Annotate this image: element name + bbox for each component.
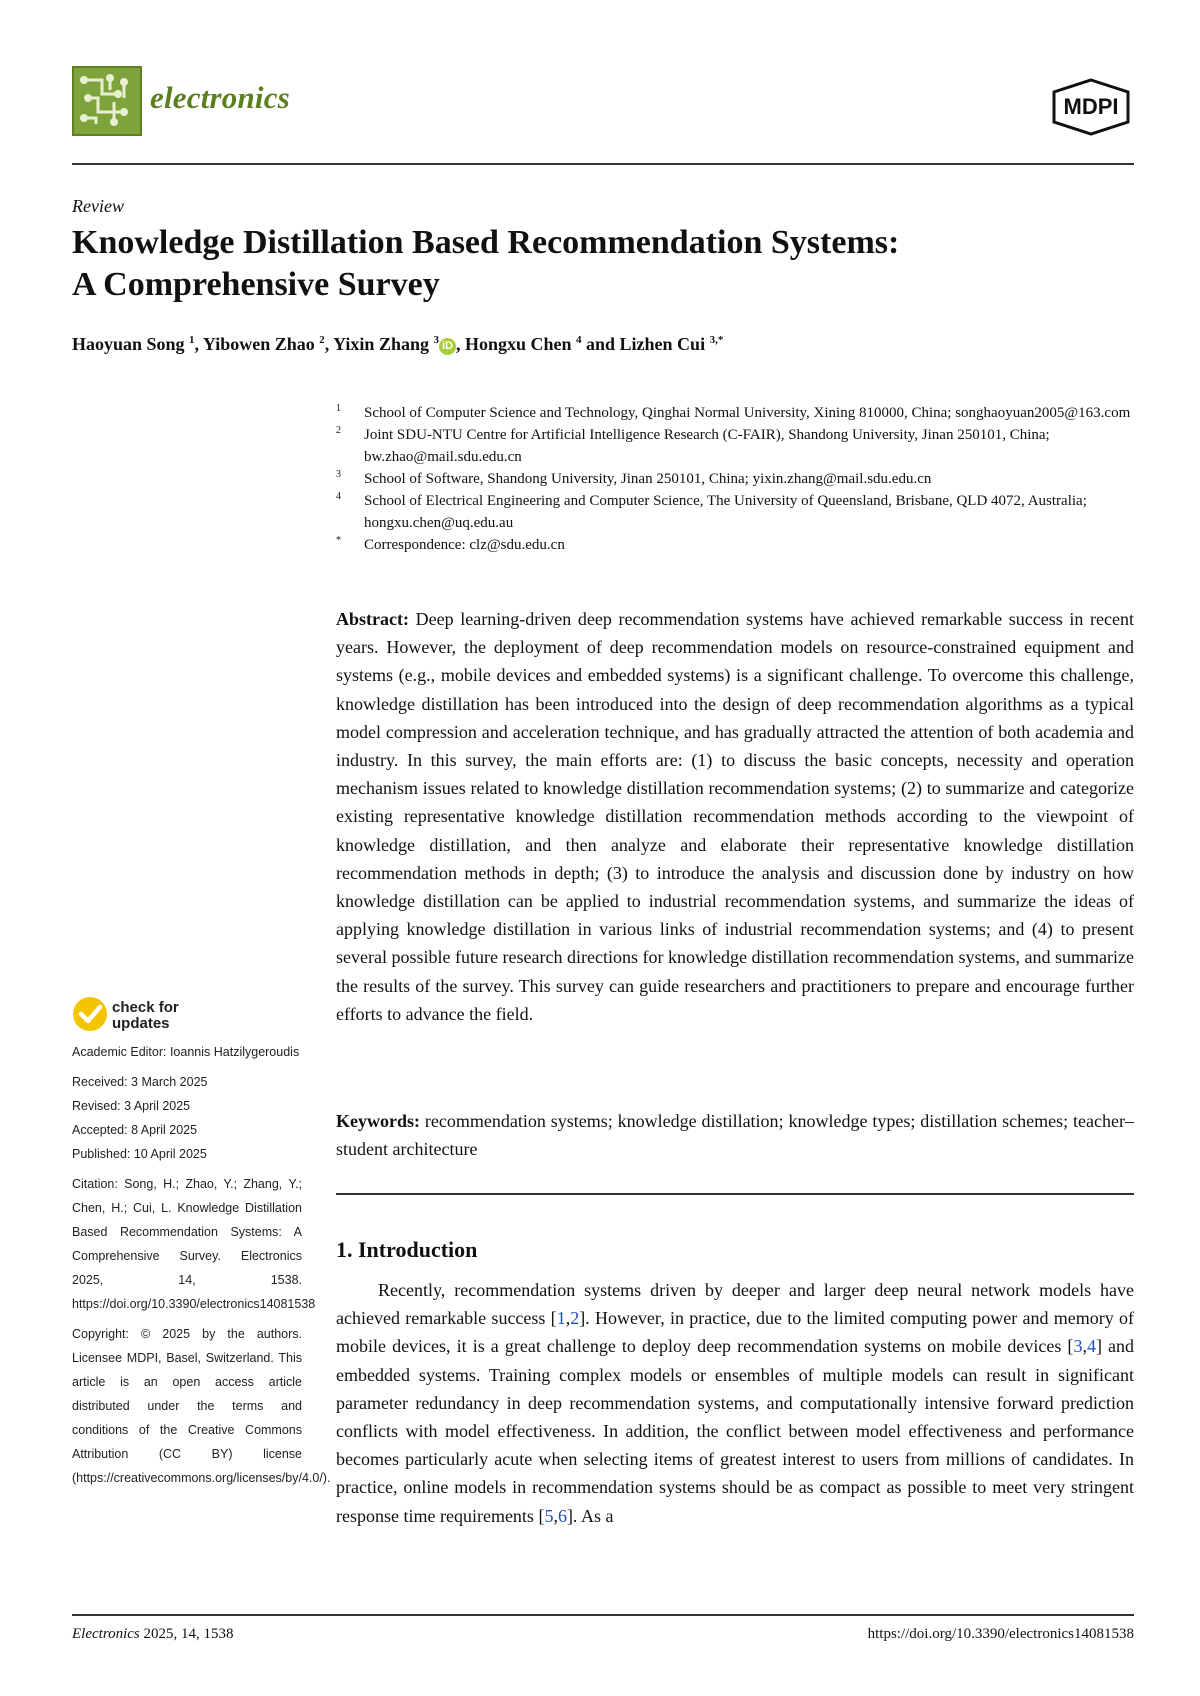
title-line-1: Knowledge Distillation Based Recommendation Systems:: [72, 224, 900, 261]
abstract-text: Deep learning-driven deep recommendation systems have achieved remarkable success in recent years. However, the deployment of deep recommendation models on resource-constrained equipment and systems (e.g., mobile devices and embedded systems) is a significant challenge. To overcome this challenge, knowledge distillation has been introduced into the design of deep recommendation algorithms as a typical model compression and acceleration technique, and has gradually attracted the attention of both academia and industry. In this survey, the main efforts are: (1) to discuss the basic concepts, necessity and operation mechanism issues related to knowledge distillation recommendation systems; (2) to summarize and categorize existing representative knowledge distillation recommendation methods according to the viewpoint of knowledge distillation, and then analyze and elaborate their representative knowledge distillation recommendation methods in depth; (3) to introduce the analysis and discussion done by industry on how knowledge distillation can be applied to industrial recommendation systems, and summarize the ideas of applying knowledge distillation in various links of industrial recommendation systems; and (4) to present several possible future research directions for knowledge distillation recommendation systems, and summarize the results of the survey. This survey can guide researchers and practitioners to prepare and encourage further efforts to advance the field.: [336, 609, 1135, 1024]
footer-divider: [72, 1614, 1134, 1616]
article-type: Review: [72, 196, 124, 216]
mdpi-logo-icon: [1048, 78, 1134, 136]
intro-text: ,: [553, 1505, 558, 1526]
author-affiliation-mark: 1: [189, 334, 195, 346]
author-affiliation-mark: 2: [319, 334, 325, 346]
keywords-label: Keywords:: [336, 1111, 420, 1131]
affiliation-list: [336, 402, 1136, 556]
author-separator: ,: [455, 334, 465, 354]
page-title: [72, 222, 1132, 306]
received-date: Received: 3 March 2025: [72, 1075, 208, 1089]
affiliation-text: Correspondence: clz@sdu.edu.cn: [364, 537, 565, 553]
published-date: Published: 10 April 2025: [72, 1147, 207, 1161]
reference-link[interactable]: 4: [1086, 1336, 1096, 1357]
intro-text: Recently, recommendation systems driven by deeper and larger deep neural network models have achieved remarkable success [: [336, 1280, 1134, 1329]
mdpi-logo-text: MDPI: [1063, 94, 1119, 119]
keywords: [336, 1107, 1134, 1163]
author-affiliation-mark: 4: [576, 334, 582, 346]
author-separator: ,: [324, 334, 334, 354]
affiliation-number: 2: [336, 425, 341, 436]
accepted-date: Accepted: 8 April 2025: [72, 1123, 198, 1137]
author-affiliation-mark: 3,*: [709, 334, 724, 346]
title-line-2: A Comprehensive Survey: [72, 266, 440, 303]
affiliation-item: [336, 468, 1136, 490]
check-updates-line-1: check for: [112, 999, 179, 1016]
intro-text: ] and embedded systems. Training complex models or ensembles of multiple models can result in significant parameter redundancy in deep recommendation systems, and computationally intensive forward prediction conflicts with model effectiveness. In addition, the conflict between model effectiveness and performance becomes particularly acute when selecting items of greatest interest to users from millions of candidates. In practice, online models in recommendation systems should be as compact as possible to meet very stringent response time requirements [: [336, 1336, 1134, 1526]
footer-citation: [72, 1626, 234, 1643]
footer-volume: 2025, 14, 1538: [143, 1626, 234, 1642]
abstract: [336, 605, 1134, 1028]
check-updates-line-2: updates: [112, 1015, 170, 1032]
intro-text: ]. As a: [566, 1505, 614, 1526]
orcid-icon[interactable]: iD: [439, 338, 456, 355]
footer-doi-link[interactable]: https://doi.org/10.3390/electronics14081538: [867, 1626, 1134, 1642]
author-affiliation-mark: 3: [433, 334, 439, 346]
introduction-paragraph: [336, 1276, 1134, 1530]
revised-date: Revised: 3 April 2025: [72, 1099, 191, 1113]
reference-link[interactable]: 5: [544, 1505, 554, 1526]
affiliation-item: [336, 490, 1136, 534]
author-name: Lizhen Cui: [619, 334, 710, 354]
author-name: Hongxu Chen: [464, 334, 577, 354]
reference-link[interactable]: 1: [556, 1308, 566, 1329]
header-divider: [72, 163, 1134, 165]
affiliation-item: [336, 402, 1136, 424]
sidebar: [72, 1040, 331, 1496]
section-heading: 1. Introduction: [336, 1237, 478, 1262]
footer-journal: Electronics: [72, 1626, 140, 1642]
abstract-label: Abstract:: [336, 609, 409, 629]
reference-link[interactable]: 3: [1073, 1336, 1083, 1357]
affiliation-text: Joint SDU-NTU Centre for Artificial Intelligence Research (C-FAIR), Shandong University, Jinan 250101, China; bw.zhao@mail.sdu.edu.cn: [364, 427, 1050, 465]
author-name: Yixin Zhang: [333, 334, 434, 354]
section-divider: [336, 1193, 1134, 1195]
dates: [72, 1070, 302, 1166]
affiliation-text: School of Software, Shandong University, Jinan 250101, China; yixin.zhang@mail.sdu.edu.cn: [364, 471, 932, 487]
copyright: Copyright: © 2025 by the authors. Licensee MDPI, Basel, Switzerland. This article is an open access article distributed under the terms and conditions of the Creative Commons Attribution (CC BY) license (https://creativecommons.org/licenses/by/4.0/).: [72, 1327, 331, 1485]
author-list: [72, 334, 1132, 355]
reference-link[interactable]: 6: [557, 1505, 567, 1526]
reference-link[interactable]: 2: [570, 1308, 580, 1329]
intro-text: ,: [1082, 1336, 1087, 1357]
affiliation-text: School of Electrical Engineering and Computer Science, The University of Queensland, Brisbane, QLD 4072, Australia; hongxu.chen@uq.edu.au: [364, 493, 1087, 531]
keywords-text: recommendation systems; knowledge distillation; knowledge types; distillation schemes; teacher–student architecture: [336, 1111, 1134, 1159]
affiliation-number: *: [336, 535, 341, 546]
author-name: Haoyuan Song: [72, 334, 190, 354]
affiliation-number: 4: [336, 491, 341, 502]
journal-logo-icon: [72, 66, 142, 136]
affiliation-number: 1: [336, 403, 341, 414]
journal-name: electronics: [150, 80, 290, 115]
academic-editor: Academic Editor: Ioannis Hatzilygeroudis: [72, 1045, 300, 1059]
author-name: Yibowen Zhao: [202, 334, 320, 354]
check-for-updates-button[interactable]: [72, 994, 252, 1034]
affiliation-text: School of Computer Science and Technology, Qinghai Normal University, Xining 810000, China; songhaoyuan2005@163.com: [364, 405, 1131, 421]
author-separator: and: [581, 334, 620, 354]
intro-text: ]. However, in practice, due to the limited computing power and memory of mobile devices, it is a great challenge to deploy deep recommendation systems on mobile devices [: [336, 1308, 1134, 1357]
author-separator: ,: [194, 334, 203, 354]
affiliation-item: [336, 424, 1136, 468]
affiliation-number: 3: [336, 469, 341, 480]
affiliation-item: [336, 534, 1136, 556]
intro-text: ,: [565, 1308, 571, 1329]
citation: Citation: Song, H.; Zhao, Y.; Zhang, Y.; Chen, H.; Cui, L. Knowledge Distillation Based Recommendation Systems: A Comprehensive Survey. Electronics 2025, 14, 1538. https://doi.org/10.3390/electronics14081538: [72, 1177, 316, 1311]
